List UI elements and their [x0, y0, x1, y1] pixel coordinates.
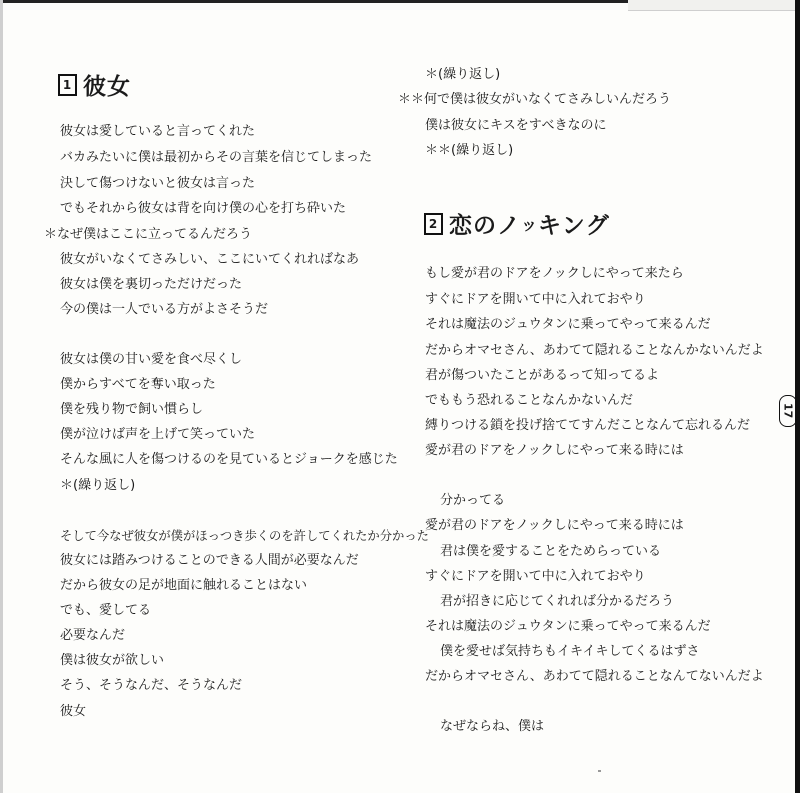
lyric-line: 僕は彼女にキスをすべきなのに: [425, 118, 607, 133]
lyric-line: でももう恐れることなんかないんだ: [425, 393, 634, 408]
lyric-line: ＊(繰り返し): [60, 478, 136, 493]
lyric-line: だからオマセさん、あわてて隠れることなんてないんだよ: [425, 669, 764, 684]
lyric-line: 君は僕を愛することをためらっている: [440, 544, 662, 559]
page-number: [779, 395, 797, 427]
lyric-line: 僕を残り物で飼い慣らし: [60, 402, 204, 417]
lyric-line: 彼女には踏みつけることのできる人間が必要なんだ: [60, 553, 359, 568]
lyric-line: 彼女は愛していると言ってくれた: [60, 124, 256, 139]
lyric-line: 彼女は僕の甘い愛を食べ尽くし: [60, 352, 243, 367]
print-speck: [598, 770, 601, 772]
lyric-line: 縛りつける鎖を投げ捨ててすんだことなんて忘れるんだ: [425, 418, 751, 433]
song2-title-part: グ: [585, 213, 610, 239]
lyric-line: でもそれから彼女は背を向け僕の心を打ち砕いた: [60, 201, 347, 216]
lyric-line: 今の僕は一人でいる方がよさそうだ: [60, 302, 269, 317]
page-edge-left: [0, 0, 3, 793]
lyric-line: そう、そうなんだ、そうなんだ: [60, 678, 243, 693]
lyric-line: 必要なんだ: [60, 628, 126, 643]
lyric-line: バカみたいに僕は最初からその言葉を信じてしまった: [60, 150, 373, 165]
lyric-line: だからオマセさん、あわてて隠れることなんかないんだよ: [425, 343, 764, 358]
lyric-line: 君が傷ついたことがあるって知ってるよ: [425, 368, 660, 383]
page-edge-right: [795, 0, 800, 793]
song1-number: 1: [58, 74, 77, 96]
lyric-line: それは魔法のジュウタンに乗ってやって来るんだ: [425, 317, 711, 332]
song1-heading: [58, 68, 131, 101]
lyric-line: もし愛が君のドアをノックしにやって来たら: [425, 266, 684, 281]
lyric-line: 僕は彼女が欲しい: [60, 653, 165, 668]
lyric-line: ＊＊何で僕は彼女がいなくてさみしいんだろう: [398, 92, 672, 107]
lyric-line: 彼女: [60, 704, 87, 719]
lyric-line: 分かってる: [440, 493, 506, 508]
lyric-line: そして今なぜ彼女が僕がほっつき歩くのを許してくれたか分かった: [60, 529, 429, 543]
lyric-line: 愛が君のドアをノックしにやって来る時には: [425, 518, 684, 533]
lyric-line: 僕からすべてを奪い取った: [60, 377, 216, 392]
lyric-line: なぜならね、僕は: [440, 719, 545, 734]
page-tab: [628, 0, 800, 11]
lyric-line: 決して傷つけないと彼女は言った: [60, 176, 256, 191]
lyric-line: だから彼女の足が地面に触れることはない: [60, 578, 308, 593]
lyric-line: それは魔法のジュウタンに乗ってやって来るんだ: [425, 619, 711, 634]
page-number-text: 17: [781, 403, 795, 419]
lyric-line: 僕を愛せば気持ちもイキイキしてくるはずさ: [440, 644, 700, 659]
lyric-line: 君が招きに応じてくれれば分かるだろう: [440, 594, 675, 609]
lyric-line: すぐにドアを開いて中に入れておやり: [425, 292, 646, 307]
lyric-line: そんな風に人を傷つけるのを見ているとジョークを感じた: [60, 452, 398, 467]
song1-title: 彼女: [83, 74, 131, 100]
lyric-line: ＊(繰り返し): [425, 67, 501, 82]
lyric-line: ＊なぜ僕はここに立ってるんだろう: [44, 227, 253, 242]
lyric-line: 彼女は僕を裏切っただけだった: [60, 277, 243, 292]
lyric-line: でも、愛してる: [60, 603, 152, 618]
song2-title-part: ッ: [521, 215, 539, 234]
lyric-line: 僕が泣けば声を上げて笑っていた: [60, 427, 256, 442]
lyric-line: ＊＊(繰り返し): [425, 143, 514, 158]
lyric-line: すぐにドアを開いて中に入れておやり: [425, 569, 646, 584]
lyric-line: 愛が君のドアをノックしにやって来る時には: [425, 443, 684, 458]
song2-number: 2: [424, 213, 443, 235]
song2-title-part: 恋のノ: [449, 213, 521, 239]
song2-title-part: キン: [538, 213, 586, 239]
song2-heading: [424, 207, 610, 240]
lyric-line: 彼女がいなくてさみしい、ここにいてくれればなあ: [60, 252, 360, 267]
